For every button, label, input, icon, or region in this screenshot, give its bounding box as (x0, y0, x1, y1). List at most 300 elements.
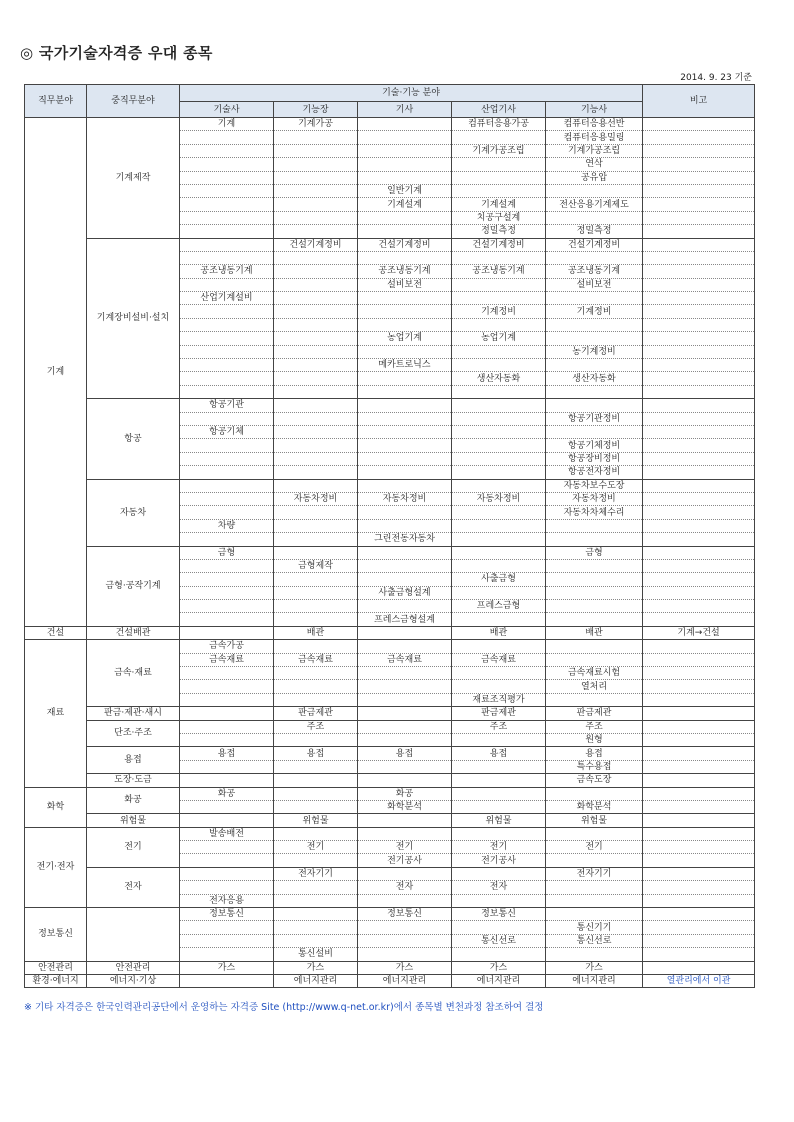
job-field-cell: 환경·에너지 (25, 975, 87, 988)
qualification-cell: 사출금형설계 (358, 586, 452, 599)
qualification-cell (358, 559, 452, 572)
qualification-cell (358, 506, 452, 519)
qualification-cell: 항공장비정비 (546, 452, 643, 465)
qualification-cell (180, 479, 274, 492)
qualification-cell (452, 827, 546, 840)
qualification-cell: 가스 (274, 961, 358, 974)
qualification-cell: 용접 (358, 747, 452, 760)
qualification-cell (274, 305, 358, 318)
qualification-cell (274, 774, 358, 787)
qualification-cell (274, 573, 358, 586)
qualification-cell (180, 184, 274, 197)
qualification-cell (274, 921, 358, 934)
qualification-cell: 위험물 (452, 814, 546, 827)
qualification-cell (452, 385, 546, 398)
qualification-cell (452, 586, 546, 599)
qualification-cell: 에너지관리 (358, 975, 452, 988)
header-grade: 기능사 (546, 102, 643, 118)
qualification-cell: 용접 (180, 747, 274, 760)
qualification-cell: 판금제관 (274, 707, 358, 720)
qualification-cell (358, 385, 452, 398)
qualification-cell: 공조냉동기계 (546, 265, 643, 278)
qualification-cell (274, 827, 358, 840)
qualification-cell (358, 399, 452, 412)
qualification-cell (274, 613, 358, 626)
qualification-cell: 건설기계정비 (452, 238, 546, 251)
qualification-cell (452, 452, 546, 465)
qualification-cell: 화공 (358, 787, 452, 800)
qualification-cell (274, 667, 358, 680)
qualification-cell: 전자기기 (546, 867, 643, 880)
qualification-cell (274, 292, 358, 305)
remarks-cell (643, 948, 755, 961)
qualification-cell (452, 733, 546, 746)
qualification-cell (274, 506, 358, 519)
qualification-cell: 설비보전 (358, 278, 452, 291)
qualification-cell (180, 412, 274, 425)
qualification-cell: 가스 (546, 961, 643, 974)
qualification-cell: 특수용접 (546, 760, 643, 773)
qualification-cell: 치공구설계 (452, 211, 546, 224)
remarks-cell (643, 747, 755, 760)
table-row (25, 774, 755, 787)
job-field-cell: 건설 (25, 626, 87, 639)
qualification-cell: 용접 (274, 747, 358, 760)
qualification-cell: 정보통신 (358, 908, 452, 921)
remarks-cell: 열관리에서 이관 (643, 975, 755, 988)
remarks-cell (643, 131, 755, 144)
remarks-cell (643, 760, 755, 773)
qualification-cell (358, 305, 452, 318)
qualification-cell (180, 305, 274, 318)
qualification-cell (180, 171, 274, 184)
qualification-cell: 배관 (274, 626, 358, 639)
remarks-cell (643, 144, 755, 157)
qualification-cell (546, 653, 643, 666)
qualification-cell (180, 693, 274, 706)
qualification-cell: 자동차정비 (358, 492, 452, 505)
qualification-cell: 금속가공 (180, 640, 274, 653)
qualification-cell (274, 372, 358, 385)
qualification-cell: 연삭 (546, 158, 643, 171)
qualification-cell (274, 144, 358, 157)
qualification-cell: 정보통신 (180, 908, 274, 921)
qualification-cell (180, 586, 274, 599)
remarks-cell (643, 452, 755, 465)
qualification-cell (452, 251, 546, 264)
sub-field-cell: 건설배관 (87, 626, 180, 639)
qualification-cell (546, 425, 643, 438)
qualification-cell (358, 814, 452, 827)
remarks-cell (643, 359, 755, 372)
qualification-cell (358, 439, 452, 452)
remarks-cell (643, 198, 755, 211)
qualification-cell (180, 345, 274, 358)
qualification-cell (180, 533, 274, 546)
qualification-cell (274, 412, 358, 425)
qualification-cell (180, 506, 274, 519)
qualification-cell (180, 680, 274, 693)
qualification-cell: 기계가공 (274, 118, 358, 131)
remarks-cell (643, 345, 755, 358)
qualification-cell: 배관 (452, 626, 546, 639)
qualification-cell (274, 934, 358, 947)
remarks-cell (643, 586, 755, 599)
sub-field-cell: 자동차 (87, 479, 180, 546)
qualification-cell: 통신선로 (546, 934, 643, 947)
remarks-cell (643, 385, 755, 398)
qualification-cell: 자동차차체수리 (546, 506, 643, 519)
qualification-cell: 통신기기 (546, 921, 643, 934)
qualification-cell (358, 345, 452, 358)
qualification-cell (358, 118, 452, 131)
qualification-cell: 사출금형 (452, 573, 546, 586)
remarks-cell (643, 841, 755, 854)
qualification-cell: 자동차정비 (546, 492, 643, 505)
qualification-cell: 프레스금형설계 (358, 613, 452, 626)
qualification-cell (180, 559, 274, 572)
qualification-cell: 금속재료 (452, 653, 546, 666)
qualification-cell (274, 225, 358, 238)
qualification-cell: 전기공사 (452, 854, 546, 867)
qualification-cell: 공조냉동기계 (452, 265, 546, 278)
qualification-cell: 주조 (452, 720, 546, 733)
sub-field-cell: 화공 (87, 787, 180, 814)
sub-field-cell: 항공 (87, 399, 180, 479)
header-job-field: 직무분야 (25, 85, 87, 118)
table-row (25, 867, 755, 880)
qualification-cell (274, 640, 358, 653)
qualification-cell: 주조 (274, 720, 358, 733)
qualification-cell: 가스 (180, 961, 274, 974)
qualification-cell (546, 533, 643, 546)
qualification-cell: 공유압 (546, 171, 643, 184)
qualification-cell (180, 841, 274, 854)
header-skill-group: 기술·기능 분야 (180, 85, 643, 102)
qualification-cell (358, 479, 452, 492)
qualification-cell (180, 385, 274, 398)
table-row (25, 961, 755, 974)
qualification-cell: 자동차정비 (452, 492, 546, 505)
qualification-cell (358, 546, 452, 559)
qualification-cell (180, 198, 274, 211)
qualification-cell: 위험물 (274, 814, 358, 827)
table-row (25, 238, 755, 251)
qualification-cell (452, 158, 546, 171)
qualification-cell: 건설기계정비 (358, 238, 452, 251)
qualification-cell: 건설기계정비 (546, 238, 643, 251)
qualification-cell (358, 934, 452, 947)
qualification-cell: 그린전동자동차 (358, 533, 452, 546)
qualification-cell: 기계가공조립 (452, 144, 546, 157)
remarks-cell (643, 894, 755, 907)
qualification-cell (546, 613, 643, 626)
qualification-cell (546, 640, 643, 653)
qualification-cell: 전기 (274, 841, 358, 854)
qualification-cell (274, 251, 358, 264)
qualification-cell: 통신설비 (274, 948, 358, 961)
qualification-cell (546, 519, 643, 532)
job-field-cell: 재료 (25, 640, 87, 787)
qualification-cell: 기계정비 (546, 305, 643, 318)
job-field-cell: 화학 (25, 787, 87, 827)
header-grade: 기술사 (180, 102, 274, 118)
qualification-cell: 재료조직평가 (452, 693, 546, 706)
qualification-cell: 전자 (358, 881, 452, 894)
remarks-cell (643, 854, 755, 867)
qualification-cell (358, 251, 452, 264)
qualification-cell (180, 626, 274, 639)
qualification-cell (358, 760, 452, 773)
qualification-cell (180, 131, 274, 144)
sub-field-cell: 도장·도금 (87, 774, 180, 787)
qualification-cell: 자동차정비 (274, 492, 358, 505)
table-row (25, 720, 755, 733)
remarks-cell (643, 600, 755, 613)
qualification-cell: 열처리 (546, 680, 643, 693)
qualification-cell (546, 359, 643, 372)
sub-field-cell: 금속·재료 (87, 640, 180, 707)
qualification-cell (358, 158, 452, 171)
remarks-cell (643, 305, 755, 318)
qualification-cell (452, 318, 546, 331)
qualification-cell (358, 225, 452, 238)
qualification-cell (180, 466, 274, 479)
qualification-cell (358, 921, 452, 934)
qualification-cell: 금형제작 (274, 559, 358, 572)
qualification-cell (180, 211, 274, 224)
sub-field-cell: 전기 (87, 827, 180, 867)
qualification-cell (452, 867, 546, 880)
remarks-cell (643, 118, 755, 131)
qualification-cell (546, 908, 643, 921)
sub-field-cell: 기계제작 (87, 118, 180, 239)
qualification-cell (274, 680, 358, 693)
remarks-cell (643, 506, 755, 519)
qualification-cell: 기계설계 (452, 198, 546, 211)
qualification-cell (274, 171, 358, 184)
qualification-cell (274, 265, 358, 278)
qualification-cell (546, 586, 643, 599)
qualification-cell: 공조냉동기계 (358, 265, 452, 278)
qualification-cell (452, 399, 546, 412)
qualification-cell: 화학분석 (546, 800, 643, 813)
qualification-cell (274, 693, 358, 706)
qualification-cell: 금형 (546, 546, 643, 559)
qualification-cell (358, 827, 452, 840)
qualification-cell: 화학분석 (358, 800, 452, 813)
qualification-cell (358, 707, 452, 720)
qualification-cell: 정밀측정 (452, 225, 546, 238)
footnote: ※ 기타 자격증은 한국인력관리공단에서 운영하는 자격증 Site (http://www.q-net.or.kr)에서 종목별 변천과정 참조하여 결정 (24, 1002, 544, 1013)
qualification-cell: 판금제관 (546, 707, 643, 720)
qualification-cell (546, 332, 643, 345)
qualification-cell (546, 318, 643, 331)
qualification-cell (274, 894, 358, 907)
qualification-cell (274, 359, 358, 372)
remarks-cell (643, 412, 755, 425)
qualification-cell (452, 292, 546, 305)
remarks-cell (643, 733, 755, 746)
remarks-cell (643, 211, 755, 224)
table-row (25, 479, 755, 492)
remarks-cell (643, 439, 755, 452)
qualification-cell (274, 385, 358, 398)
table-body (25, 118, 755, 988)
qualification-cell (452, 184, 546, 197)
qualification-cell: 정밀측정 (546, 225, 643, 238)
qualification-cell (274, 332, 358, 345)
qualification-cell (452, 774, 546, 787)
remarks-cell (643, 492, 755, 505)
qualification-cell (358, 733, 452, 746)
qualification-cell (274, 881, 358, 894)
qualification-cell (180, 359, 274, 372)
remarks-cell (643, 680, 755, 693)
job-field-cell: 안전관리 (25, 961, 87, 974)
qualification-cell: 전자기기 (274, 867, 358, 880)
qualification-cell: 항공기관정비 (546, 412, 643, 425)
qualification-cell: 항공전자정비 (546, 466, 643, 479)
qualification-cell (180, 948, 274, 961)
remarks-cell (643, 640, 755, 653)
remarks-cell (643, 399, 755, 412)
qualification-cell: 컴퓨터응용밀링 (546, 131, 643, 144)
remarks-cell (643, 573, 755, 586)
table-row (25, 399, 755, 412)
remarks-cell (643, 158, 755, 171)
qualification-cell (180, 720, 274, 733)
qualification-cell (358, 774, 452, 787)
remarks-cell (643, 278, 755, 291)
qualification-cell: 생산자동화 (546, 372, 643, 385)
remarks-cell (643, 318, 755, 331)
qualification-cell: 원형 (546, 733, 643, 746)
sub-field-cell: 용접 (87, 747, 180, 774)
qualification-cell (358, 425, 452, 438)
qualification-cell (452, 546, 546, 559)
qualification-cell: 가스 (358, 961, 452, 974)
qualification-cell (452, 479, 546, 492)
sub-field-cell: 판금·제관·새시 (87, 707, 180, 720)
qualification-cell (180, 867, 274, 880)
qualification-cell (358, 573, 452, 586)
qualification-cell: 화공 (180, 787, 274, 800)
qualification-cell (546, 573, 643, 586)
remarks-cell (643, 425, 755, 438)
header-grade: 기사 (358, 102, 452, 118)
remarks-cell (643, 265, 755, 278)
qualification-cell: 항공기체정비 (546, 439, 643, 452)
qualification-cell: 에너지관리 (546, 975, 643, 988)
qualification-cell (452, 894, 546, 907)
qualification-cell (274, 733, 358, 746)
qualification-cell (546, 399, 643, 412)
qualification-cell (452, 425, 546, 438)
remarks-cell (643, 881, 755, 894)
qualification-cell (274, 439, 358, 452)
qualification-cell: 설비보전 (546, 278, 643, 291)
qualification-cell (180, 881, 274, 894)
qualification-cell: 전자응용 (180, 894, 274, 907)
remarks-cell (643, 533, 755, 546)
qualification-cell (180, 251, 274, 264)
remarks-cell (643, 184, 755, 197)
remarks-cell (643, 720, 755, 733)
qualification-cell: 판금제관 (452, 707, 546, 720)
remarks-cell (643, 559, 755, 572)
qualification-cell (180, 814, 274, 827)
qualification-cell (274, 452, 358, 465)
qualification-cell (180, 492, 274, 505)
qualification-cell (274, 198, 358, 211)
remarks-cell (643, 519, 755, 532)
qualification-cell (358, 626, 452, 639)
qualification-cell (274, 760, 358, 773)
qualification-cell (358, 680, 452, 693)
qualification-cell (180, 144, 274, 157)
qualification-cell (546, 693, 643, 706)
qualification-cell (274, 184, 358, 197)
table-row (25, 546, 755, 559)
qualification-cell: 기계설계 (358, 198, 452, 211)
remarks-cell (643, 921, 755, 934)
qualification-cell: 에너지관리 (452, 975, 546, 988)
job-field-cell: 전기·전자 (25, 827, 87, 907)
table-row (25, 640, 755, 653)
qualification-cell (452, 787, 546, 800)
qualification-cell (452, 559, 546, 572)
job-field-cell: 정보통신 (25, 908, 87, 962)
qualification-table (24, 84, 755, 988)
qualification-cell (274, 278, 358, 291)
qualification-cell: 전자 (452, 881, 546, 894)
qualification-cell (546, 600, 643, 613)
qualification-cell: 금속재료 (180, 653, 274, 666)
qualification-cell (180, 854, 274, 867)
qualification-cell: 전기 (546, 841, 643, 854)
qualification-cell (358, 948, 452, 961)
qualification-cell (358, 171, 452, 184)
qualification-cell (452, 359, 546, 372)
qualification-cell: 컴퓨터응용가공 (452, 118, 546, 131)
remarks-cell (643, 961, 755, 974)
qualification-cell (452, 171, 546, 184)
qualification-cell (546, 854, 643, 867)
qualification-cell (358, 412, 452, 425)
qualification-cell (452, 466, 546, 479)
qualification-cell (180, 238, 274, 251)
qualification-cell: 정보통신 (452, 908, 546, 921)
qualification-cell: 금형 (180, 546, 274, 559)
qualification-cell (180, 332, 274, 345)
qualification-cell (180, 225, 274, 238)
qualification-cell (180, 774, 274, 787)
qualification-cell (546, 827, 643, 840)
remarks-cell (643, 800, 755, 813)
qualification-cell (274, 787, 358, 800)
job-field-cell: 기계 (25, 118, 87, 627)
table-row (25, 908, 755, 921)
header-remarks: 비고 (643, 85, 755, 118)
qualification-cell (452, 667, 546, 680)
qualification-cell: 농기계정비 (546, 345, 643, 358)
header-sub-field: 중직무분야 (87, 85, 180, 118)
qualification-cell (180, 667, 274, 680)
remarks-cell (643, 479, 755, 492)
qualification-cell (452, 131, 546, 144)
qualification-cell (358, 600, 452, 613)
